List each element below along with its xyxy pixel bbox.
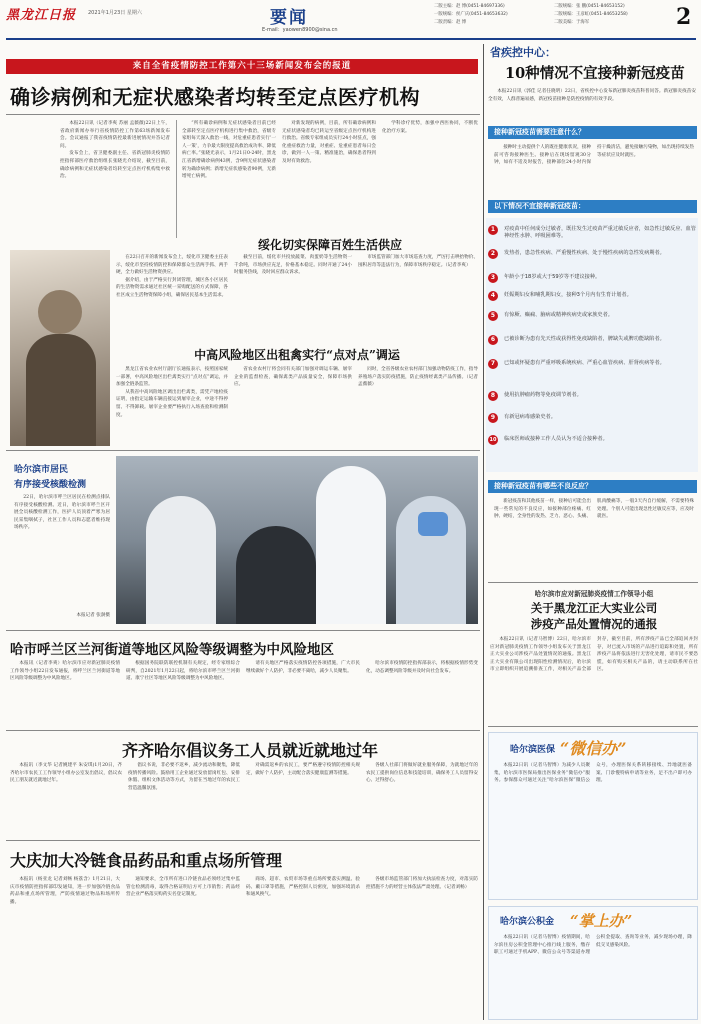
paragraph: 发布会上，省卫健委副主任、省新冠肺炎疫情防控指挥部医疗救治组组长张晓光介绍说，截至目前，确诊病例和无症状感染者均转至定点医疗机构集中救治。 [60, 151, 170, 180]
qiqihar-col-2 [128, 762, 240, 834]
paragraph: 本报讯（李文华 记者姚建平 朱安琪)1月20日，齐齐哈尔市农民工工作领导小组办公室发出倡议，倡议农民工朋友就近就地过年。 [10, 763, 122, 784]
right-headline: 10种情况不宜接种新冠疫苗 [505, 65, 685, 82]
paragraph: 学科诊疗优势，加强中西医协同，不断优化治疗方案。 [382, 121, 478, 134]
photo-caption [14, 494, 110, 608]
wechat-headline: “微信办” [560, 739, 627, 758]
paragraph: 省农业农村厅将会同有关部门加强对调运车辆、屠宰企业的监督检查，确保禽类产品质量安全，保障市场供应。 [234, 367, 352, 388]
item-number: 2 [488, 249, 498, 259]
list-item [488, 414, 698, 423]
lead-article-intro [60, 120, 170, 240]
right-kicker: 省疾控中心： [490, 46, 556, 59]
suihua-col-3 [358, 254, 478, 328]
harbin-col-4 [366, 660, 478, 724]
banner-text: 来自全省疫情防控工作第六十三场新闻发布会的报道 [132, 61, 352, 71]
paragraph: 截至目前，绥化市共投放蔬菜、肉蛋奶等生活物资一千余吨，市场供应充足，价格基本稳定。同时开通了24小时服务热线，及时回应群众诉求。 [234, 255, 352, 276]
paper-name: 黑龙江日报 [6, 8, 77, 23]
paragraph: 在22日召开的新闻发布会上，绥化市卫健委主任表示，绥化市坚持疫情防控和保障群众生活两手抓、两手硬，全力做好生活物资供应。 [116, 255, 228, 276]
figure-silhouette [38, 290, 82, 334]
qiqihar-col-3 [246, 762, 360, 834]
daqing-col-2 [126, 876, 240, 1016]
paragraph: 同时，全省各级农业农村部门加强动物防疫工作，指导养殖场户落实防疫措施，防止疫情经禽类产品传播。（记者孟薇薇） [358, 367, 478, 388]
list-item [488, 312, 698, 321]
editors-list [434, 3, 674, 27]
main-headline: 确诊病例和无症状感染者均转至定点医疗机构 [10, 85, 420, 109]
lead-article-col-3 [382, 120, 478, 238]
section1-text [494, 144, 694, 194]
photo-credit: 本报记者 张澍摄 [76, 613, 110, 618]
editor-line: 二版责编：赵 博 [434, 20, 467, 25]
suihua-col-1 [116, 254, 228, 328]
paragraph: 对确需返乡的农民工，要严格遵守疫情防控相关规定，做好个人防护，主动配合落实健康监测等措施。 [246, 763, 360, 776]
item-text: 有惊厥、癫痫、脑病或精神疾病史或家族史者。 [504, 312, 613, 318]
harbin-col-1 [10, 660, 120, 724]
section3-title-bar [488, 480, 697, 493]
paragraph: 本报22日讯（记者马智博）22日，哈尔滨市应对新冠肺炎疫情工作领导小组发布关于黑龙江正大实业公司涉疫产品处置情况的通报。黑龙江正大实业有限公司出现阳性检测情况后，哈尔滨市立即组织开展追溯排查工作，对相关产品全部封存，截至目前，所有涉疫产品已全部追回并封存，对已流入市场的产品进行追踪和处置，所有涉疫产品将依法进行无害化处理，请市民不要恐慌，如有购买相关产品的，请主动联系所在社区。 [490, 637, 698, 673]
paragraph: 各级人社部门将做好就业服务保障，为就地过年的农民工提供岗位信息和技能培训，确保务工人员留得安心、过得舒心。 [366, 763, 478, 784]
masthead [0, 0, 701, 40]
list-item [488, 250, 698, 259]
qiqihar-headline: 齐齐哈尔倡议务工人员就近就地过年 [121, 741, 378, 760]
resident [236, 526, 316, 624]
item-number: 9 [488, 413, 498, 423]
paragraph: 本报22日讯（记者李爽 苏丽 孟薇薇)22日上午，省政府新闻办举行省疫情防控工作第63场新闻发布会。会议通报了我省疫情防控最新进展情况并答记者问。 [60, 121, 170, 149]
photo-title [14, 462, 110, 490]
item-number: 8 [488, 391, 498, 401]
item-number: 5 [488, 311, 498, 321]
item-text: 临床医师或接种工作人员认为不适合接种者。 [504, 436, 608, 442]
notice-kicker: 哈尔滨市应对新冠肺炎疫情工作领导小组 [534, 590, 654, 598]
list-item [488, 292, 698, 301]
item-text: 使用抗肿瘤药物等免疫调节剂者。 [504, 392, 582, 398]
editor-line: 二版美编：于海军 [554, 20, 590, 25]
item-text: 发热者，患急性疾病、严重慢性疾病、处于慢性疾病的急性发病期者。 [504, 250, 665, 256]
section1-title: 接种新冠疫苗需要注意什么？ [494, 128, 585, 136]
lead-article-col-1 [182, 120, 276, 238]
page-number: 2 [676, 4, 692, 30]
list-item [488, 226, 698, 240]
right-rule [488, 726, 698, 727]
paragraph: 对新发现的病例，目前，所有确诊病例和无症状感染者均已转运至省级定点医疗机构进行救治。省级专家组成员实行24小时驻点，强化重症救治力量，对重症、危重症患者每日会诊，做到一人一策、精准施治，确保患者得到及时有效救治。 [282, 121, 376, 164]
paragraph: 本报22日讯（记者马智博）为减少人员聚集，哈尔滨市医保局推出医保业务“微信办”服务。参保群众可通过关注“哈尔滨医保”微信公众号，办理医保关系转移接续、异地就医备案、门诊慢特病申请等业务，足不出户即可办理。 [494, 763, 692, 784]
suihua-headline: 绥化切实保障百姓生活供应 [257, 238, 402, 252]
harbin-col-2 [126, 660, 240, 724]
daqing-col-3 [246, 876, 360, 1016]
list-item [488, 360, 698, 369]
poultry-col-2 [234, 366, 352, 446]
editor-line: 一版统编：侯广庆(0451-84653632) [434, 12, 508, 17]
nucleic-test-photo [116, 456, 478, 624]
masthead-rule [6, 38, 696, 40]
item-text: 已知或怀疑患有严重呼吸系统疾病、严重心血管疾病、肝肾疾病等者。 [504, 360, 665, 366]
paragraph: 本报讯（记者李爽）哈尔滨市应对新冠肺炎疫情工作领导小组22日发布通报，将呼兰区兰河街道等地区风险等级调整为中风险地区。 [10, 661, 120, 682]
right-rule [488, 582, 698, 583]
paragraph: 请有关地区严格落实疫情防控各项措施，广大市民继续做好个人防护，非必要不离哈，减少人员聚集。 [246, 661, 360, 674]
paragraph: 哈尔滨市疫情防控指挥部表示，将根据疫情形势变化，动态调整风险等级并及时向社会发布。 [366, 661, 478, 674]
masthead-date: 2021年1月23日 星期六 [88, 10, 142, 16]
editor-line: 二版统编：王彦虹(0451-84653258) [554, 12, 628, 17]
gjj-text [494, 934, 692, 1016]
main-column-divider [483, 44, 484, 1020]
section-rule [6, 450, 480, 451]
face-shield [418, 512, 448, 536]
section3-text [494, 498, 694, 574]
photo-title-line: 有序接受核酸检测 [14, 480, 87, 490]
paragraph: 新冠疫苗和其他疫苗一样，接种后可能会出现一些常见的不良反应，如接种部位疼痛、红肿、硬结，全身性的发热、乏力、恶心、头痛、肌肉酸痛等，一般3天内自行缓解，不需要特殊处理。个别人可能出现急性过敏反应等，应及时就医。 [494, 499, 694, 520]
paragraph: 从我省中高风险地区调出出栏禽类，需凭产地检疫证明，由指定运输车辆直接运到屠宰企业，中途不得停留、不得卸载。屠宰企业要严格执行入场查验和检测制度。 [116, 389, 228, 418]
daqing-col-1 [10, 876, 120, 1016]
item-number: 7 [488, 359, 498, 369]
photo-title-line: 哈尔滨市居民 [14, 465, 69, 475]
figure-body [26, 334, 96, 446]
harbin-col-3 [246, 660, 360, 724]
item-text: 有新冠病毒感染史者。 [504, 414, 556, 420]
banner [6, 59, 478, 74]
gjj-org: 哈尔滨公积金 [500, 917, 555, 927]
paragraph: 本报22日讯（郭佳 记者任晓明）22日，省疾控中心发布新冠肺炎疫苗科普问答。新冠肺炎疫苗安全有效，人群普遍易感，新冠疫苗接种是防控疫情的有效手段。 [488, 89, 696, 102]
list-item [488, 436, 698, 445]
headline-rule [6, 114, 480, 115]
section-rule [6, 630, 480, 631]
paragraph: 各级市场监管部门将加大执法检查力度，对落实防控措施不力的经营主体依法严肃处理。（记者刘畅） [366, 877, 478, 890]
section1-title-bar [488, 126, 697, 139]
section-rule [6, 730, 480, 731]
poultry-col-1 [116, 366, 228, 446]
daqing-col-4 [366, 876, 478, 1016]
paragraph: 通知要求，全市所有进口冷链食品必须经过集中监管仓检测消毒，取得合格证明后方可上市销售；药品经营企业严格落实购药实名登记制度。 [126, 877, 240, 898]
suihua-col-2 [234, 254, 352, 328]
column-divider [176, 120, 177, 238]
paragraph: 本报22日讯（记者马智博）疫情期间，哈尔滨住房公积金管理中心推行线上服务，缴存职工可通过手机APP、微信公众号等渠道办理公积金提取、查询等业务，减少现场办理，降低交叉感染风险。 [494, 935, 692, 956]
item-text: 已被诊断为患有先天性或获得性免疫缺陷者，脾缺失或脾功能缺陷者。 [504, 336, 665, 342]
section2-title: 以下情况不宜接种新冠疫苗： [494, 202, 585, 210]
section-name: 要闻 [270, 8, 308, 28]
item-number: 6 [488, 335, 498, 345]
item-text: 年龄小于18岁或大于59岁等不建议接种。 [504, 274, 601, 280]
qiqihar-col-4 [366, 762, 478, 834]
paragraph: 倡议书说，非必要不返乡，减少流动和聚集，降低疫情传播风险。鼓励用工企业通过发放留岗红包、安排休假、组织文体活动等方式，为留在当地过年的农民工营造温馨氛围。 [128, 763, 240, 791]
item-number: 4 [488, 291, 498, 301]
item-number: 10 [489, 437, 497, 443]
lead-article-col-2 [282, 120, 376, 238]
poultry-headline: 中高风险地区出租禽实行“点对点”调运 [194, 348, 400, 362]
paragraph: “所有确诊病例和无症状感染者目前已经全部转至定点医疗机构进行集中救治，省级专家组每天深入救治一线，对危重症患者实行‘一人一策’，力争最大限度提高救治成功率、降低病亡率。”张晓光表示，1月21日0-24时，黑龙江省新增确诊病例43例，含9例无症状感染者转为确诊病例；新增无症状感染者90例，无新增死亡病例。 [182, 121, 276, 180]
worker-center [316, 466, 386, 624]
notice-headline-2: 涉疫产品处置情况的通报 [530, 617, 658, 631]
gjj-headline: “掌上办” [570, 912, 633, 930]
item-number: 1 [488, 225, 498, 235]
harbin-headline: 哈市呼兰区兰河街道等地区风险等级调整为中风险地区 [10, 642, 334, 658]
paragraph: 本报讯（杨亚龙 记者刘畅 杨荔含）1月21日，大庆市疫情防控指挥部印发通知，进一步加强冷链食品药品和重点场所管理，严防疫情通过物品和场所传播。 [10, 877, 120, 905]
worker-left [146, 496, 216, 624]
notice-text [490, 636, 698, 720]
daqing-headline: 大庆加大冷链食品药品和重点场所管理 [10, 851, 283, 870]
section-rule [6, 840, 480, 841]
list-item [488, 392, 698, 401]
paragraph: 商场、超市、农贸市场等重点场所要落实测温、验码、戴口罩等措施，严格控制人员密度，加强环境消杀和通风换气。 [246, 877, 360, 898]
list-item [488, 336, 698, 345]
paragraph: 据介绍，由于严格实行封闭管理，城区各小区居民的生活物资需求通过社区统一采购配送的方式保障，各社区成立生活物资保障小组，确保居民基本生活需求。 [116, 277, 228, 298]
qiqihar-col-1 [10, 762, 122, 834]
section-email: E-mail：yaowen8900@sina.cn [262, 27, 338, 33]
section2-title-bar [488, 200, 697, 213]
item-text: 妊娠期妇女和哺乳期妇女，接种3个月内有生育计划者。 [504, 292, 632, 298]
caption-text: 22日，哈尔滨市呼兰区居民在检测点排队有序接受核酸检测。近日，哈尔滨市呼兰区开展全员核酸检测工作，医护人员顶着严寒为居民采集咽拭子，社区工作人员和志愿者维持现场秩序。 [14, 495, 110, 531]
list-item [488, 274, 698, 283]
right-lead [488, 88, 696, 122]
item-text: 对疫苗中任何成分过敏者，既往发生过疫苗严重过敏反应者，如急性过敏反应、血管神经性水肿、呼吸困难等。 [504, 226, 696, 239]
section3-title: 接种新冠疫苗有哪些不良反应？ [494, 482, 592, 490]
paragraph: 根据国务院联防联控机制有关规定，经专家组综合研判，自2021年1月22日起，将哈尔滨市呼兰区兰河街道、康宁社区等地区风险等级调整为中风险地区。 [126, 661, 240, 682]
paragraph: 黑龙江省农业农村厅副厅长通报表示，按照国家统一部署，中高风险地区出栏禽类实行“点对点”调运，并加强全链条监管。 [116, 367, 228, 388]
poultry-col-3 [358, 366, 478, 446]
editor-line: 二版统编：张 鹏(0451-84653152) [554, 4, 625, 9]
editor-line: 二版主编：赵 博(0451-84697336) [434, 4, 505, 9]
paragraph: 市场监管部门加大市场巡查力度，严厉打击哄抬物价、囤积居奇等违法行为，保障市场秩序稳定。（记者李爽） [358, 255, 478, 268]
item-number: 3 [488, 273, 498, 283]
paragraph: 接种时主动提供个人的既往健康状况，接种前可咨询接种医生。接种后在现场留观30分钟，如有不适及时报告，接种部位24小时内保持干燥清洁，避免接触污染物，如出现持续发热等症状应及时就医。 [494, 145, 694, 166]
wechat-text [494, 762, 692, 894]
wechat-org: 哈尔滨医保 [510, 745, 556, 755]
notice-headline-1: 关于黑龙江正大实业公司 [530, 601, 658, 615]
top-photo [10, 250, 110, 446]
